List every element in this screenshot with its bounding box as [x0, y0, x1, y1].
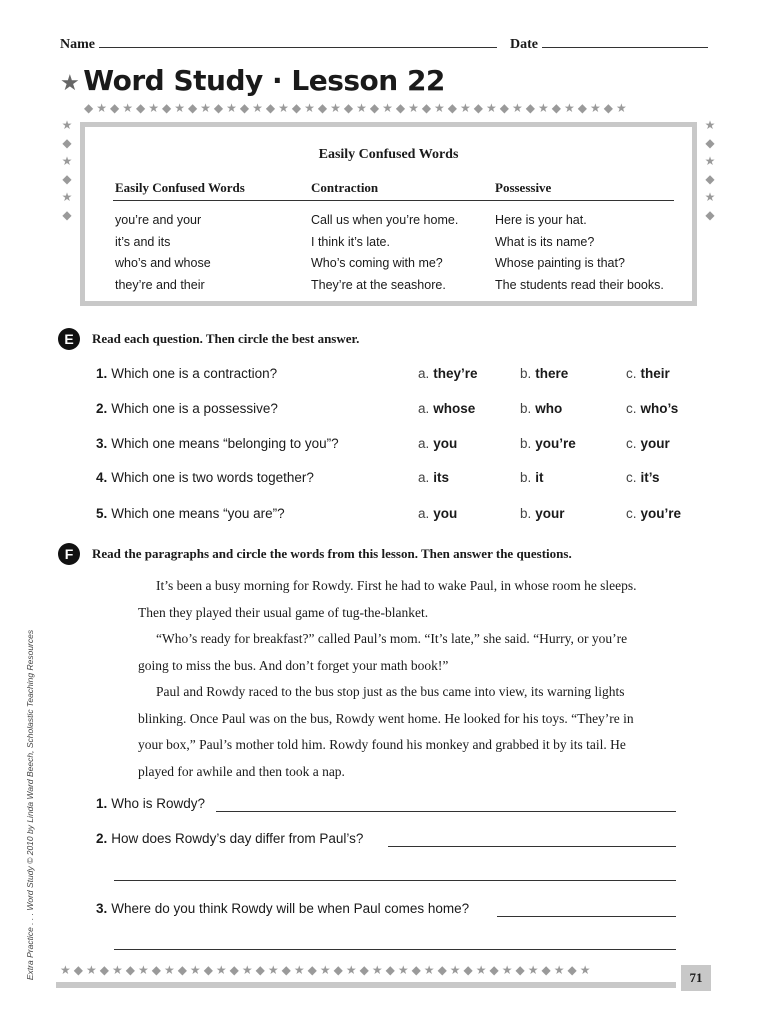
option-c[interactable]: c. who’s — [626, 401, 679, 416]
option-b[interactable]: b. it — [520, 470, 544, 485]
option-c[interactable]: c. it’s — [626, 470, 660, 485]
table-cell: you’re and your — [115, 213, 202, 227]
answer-line[interactable] — [216, 797, 676, 812]
column-header-words: Easily Confused Words — [115, 180, 245, 195]
paragraph: “Who’s ready for breakfast?” called Paul’s mom. “It’s late,” she said. “Hurry, or you’re going to miss the bus. And don’t forget your math book!” — [138, 631, 628, 673]
table-cell: Here is your hat. — [495, 213, 587, 227]
table-cell: The students read their books. — [495, 278, 664, 292]
page-number: 71 — [681, 965, 711, 991]
answer-line[interactable] — [497, 902, 676, 917]
table-cell: Whose painting is that? — [495, 256, 625, 270]
name-field[interactable] — [60, 33, 497, 53]
table-cell: Call us when you’re home. — [311, 213, 459, 227]
table-cell: Who’s coming with me? — [311, 256, 443, 270]
option-b[interactable]: b. who — [520, 401, 563, 416]
copyright-credit: Extra Practice . . . Word Study © 2010 by Linda Ward Beech, Scholastic Teaching Resources — [25, 629, 35, 981]
option-c[interactable]: c. your — [626, 436, 670, 451]
option-a[interactable]: a. you — [418, 436, 458, 451]
option-b[interactable]: b. there — [520, 366, 569, 381]
top-decorative-border: ◆★◆★◆★◆★◆★◆★◆★◆★◆★◆★◆★◆★◆★◆★◆★◆★◆★◆★◆★◆★◆★ — [84, 101, 630, 115]
option-a[interactable]: a. you — [418, 506, 458, 521]
f-question-3: 3. Where do you think Rowdy will be when Paul comes home? — [96, 901, 470, 916]
left-decorative-border: ★ ◆ ★ ◆ ★ ◆ — [61, 118, 73, 222]
column-header-contraction: Contraction — [311, 180, 379, 195]
footer-bar — [56, 982, 676, 988]
option-b[interactable]: b. you’re — [520, 436, 576, 451]
date-field[interactable] — [510, 33, 708, 53]
option-a[interactable]: a. they’re — [418, 366, 478, 381]
option-c[interactable]: c. you’re — [626, 506, 682, 521]
option-b[interactable]: b. your — [520, 506, 565, 521]
column-header-possessive: Possessive — [495, 180, 552, 195]
table-cell: I think it’s late. — [311, 235, 390, 249]
option-c[interactable]: c. their — [626, 366, 670, 381]
star-icon: ★ — [60, 71, 80, 96]
option-a[interactable]: a. whose — [418, 401, 476, 416]
name-line[interactable] — [99, 33, 497, 48]
option-a[interactable]: a. its — [418, 470, 450, 485]
header-divider — [113, 200, 674, 201]
section-f-badge: F — [58, 543, 80, 565]
table-cell: They’re at the seashore. — [311, 278, 446, 292]
section-e-instruction: Read each question. Then circle the best answer. — [92, 331, 360, 346]
right-decorative-border: ★ ◆ ★ ◆ ★ ◆ — [704, 118, 716, 222]
answer-line[interactable] — [114, 866, 676, 881]
box-title: Easily Confused Words — [318, 147, 459, 162]
date-line[interactable] — [542, 33, 708, 48]
bottom-decorative-border: ★◆★◆★◆★◆★◆★◆★◆★◆★◆★◆★◆★◆★◆★◆★◆★◆★◆★◆★◆★◆★ — [60, 963, 594, 977]
section-e-badge: E — [58, 328, 80, 350]
table-cell: it’s and its — [115, 235, 171, 249]
question-text: 2. Which one is a possessive? — [96, 401, 278, 416]
table-cell: who’s and whose — [115, 256, 211, 270]
f-question-2: 2. How does Rowdy’s day differ from Paul’s? — [96, 831, 364, 846]
easily-confused-words-box — [80, 122, 697, 306]
question-text: 4. Which one is two words together? — [96, 470, 314, 485]
table-cell: they’re and their — [115, 278, 205, 292]
table-cell: What is its name? — [495, 235, 595, 249]
paragraph: It’s been a busy morning for Rowdy. First he had to wake Paul, in whose room he sleeps. Then they played their usual game of tug-the-blanket. — [138, 578, 637, 620]
f-question-1: 1. Who is Rowdy? — [96, 796, 206, 811]
page-title: ★ Word Study · Lesson 22 — [60, 64, 445, 97]
story-text — [138, 573, 658, 785]
date-label: Date — [510, 37, 538, 52]
name-label: Name — [60, 37, 95, 52]
question-text: 3. Which one means “belonging to you”? — [96, 436, 339, 451]
section-f-instruction: Read the paragraphs and circle the words from this lesson. Then answer the questions. — [92, 546, 572, 561]
question-text: 1. Which one is a contraction? — [96, 366, 278, 381]
answer-line[interactable] — [114, 935, 676, 950]
answer-line[interactable] — [388, 832, 676, 847]
paragraph: Paul and Rowdy raced to the bus stop just as the bus came into view, its warning lights blinking. Once Paul was on the bus, Rowdy went home. He looked for his toys. “They’re in your box,” Paul’s mother told him. Rowdy found his monkey and grabbed it by its tail. He played for awhile and then took a nap. — [138, 684, 634, 779]
question-text: 5. Which one means “you are”? — [96, 506, 285, 521]
